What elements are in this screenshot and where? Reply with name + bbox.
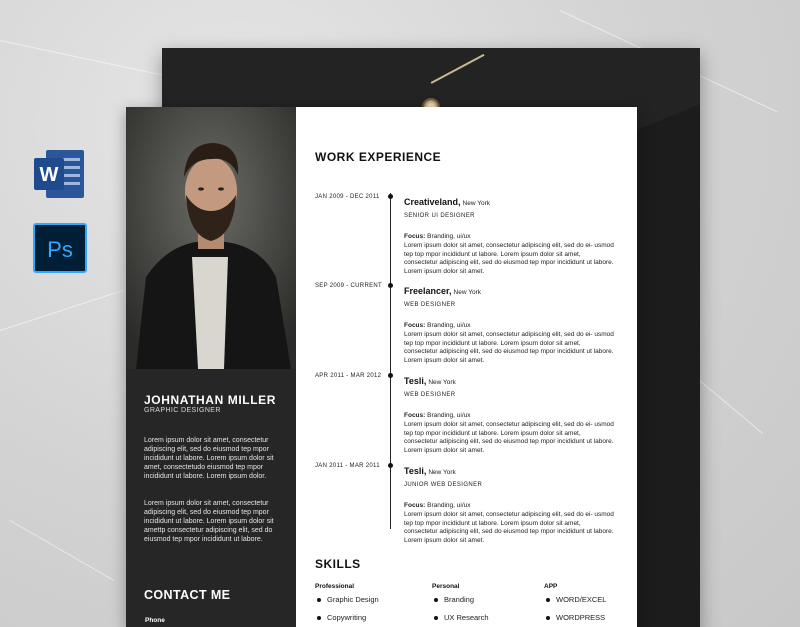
focus-label: Focus: [404, 233, 426, 240]
job-date: APR 2011 - MAR 2012 [315, 373, 382, 379]
job-entry [404, 461, 614, 545]
job-date: JAN 2009 - DEC 2011 [315, 194, 380, 200]
phone-label: Phone [145, 617, 165, 624]
contact-heading: CONTACT ME [144, 588, 231, 602]
job-company: Creativeland, [404, 197, 461, 207]
focus-label: Focus: [404, 322, 426, 329]
job-company: Tesli, [404, 466, 427, 476]
job-focus: Branding, ui/ux [427, 233, 471, 240]
focus-label: Focus: [404, 412, 426, 419]
timeline-dot [388, 373, 393, 378]
skill-item: UX Research [432, 610, 489, 626]
timeline-dot [388, 194, 393, 199]
focus-label: Focus: [404, 502, 426, 509]
job-date: JAN 2011 - MAR 2011 [315, 463, 380, 469]
marble-vein [0, 290, 124, 331]
job-date: SEP 2009 - CURRENT [315, 283, 382, 289]
job-location: New York [428, 469, 456, 476]
resume-sidebar [126, 107, 296, 627]
job-location: New York [453, 289, 481, 296]
job-entry [404, 192, 614, 276]
job-focus: Branding, ui/ux [427, 322, 471, 329]
marble-vein [10, 520, 114, 581]
resume-page [126, 107, 637, 627]
timeline-dot [388, 463, 393, 468]
job-position: JUNIOR WEB DESIGNER [404, 482, 483, 488]
profile-photo [126, 107, 296, 369]
job-position: WEB DESIGNER [404, 302, 456, 308]
job-description: Lorem ipsum dolor sit amet, consectetur adipiscing elit, sed do ei- usmod tep top mpor incididunt ut labore. Lorem ipsum dolor sit amet, consectetur adipiscing elit, sed do eiusmod tep mpor incididunt ut labore. Lorem ipsum dolor sit amet. [404, 511, 614, 544]
timeline-dot [388, 283, 393, 288]
job-company: Tesli, [404, 376, 427, 386]
svg-text:Ps: Ps [47, 237, 73, 262]
job-location: New York [428, 379, 456, 386]
skill-item: WORDPRESS [544, 610, 606, 626]
job-company: Freelancer, [404, 286, 452, 296]
job-description: Lorem ipsum dolor sit amet, consectetur adipiscing elit, sed do ei- usmod tep top mpor incididunt ut labore. Lorem ipsum dolor sit amet, consectetur adipiscing elit, sed do eiusmod tep mpor incididunt ut labore. Lorem ipsum dolor sit amet. [404, 421, 614, 454]
job-position: WEB DESIGNER [404, 392, 456, 398]
skill-item: Copywriting [315, 610, 379, 626]
job-description: Lorem ipsum dolor sit amet, consectetur adipiscing elit, sed do ei- usmod tep top mpor incididunt ut labore. Lorem ipsum dolor sit amet, consectetur adipiscing elit, sed do eiusmod tep mpor incididunt ut labore. Lorem ipsum dolor sit amet. [404, 331, 614, 364]
candidate-role: GRAPHIC DESIGNER [144, 407, 221, 414]
bio-paragraph: Lorem ipsum dolor sit amet, consectetur adipiscing elit, sed do eiusmod tep mpor incididunt ut labore. Lorem ipsum dolor sit amet, consectetudo eiusmod tep mpor incididunt ut labore. Lorem ipsum dolor. [144, 437, 274, 480]
skill-group [315, 583, 379, 626]
job-focus: Branding, ui/ux [427, 502, 471, 509]
skill-group [544, 583, 606, 626]
svg-text:W: W [39, 164, 59, 186]
skill-group-heading: Personal [432, 583, 460, 590]
skill-item: Graphic Design [315, 592, 379, 608]
bio-paragraph: Lorem ipsum dolor sit amet, consectetur adipiscing elit, sed do eiusmod tep mpor incididunt ut labore. Lorem ipsum dolor sit amettp consectetur adipiscing elit, sed do eiusmod tep mpor incididunt ut labore. [144, 500, 274, 543]
skills-heading: SKILLS [315, 557, 361, 571]
photoshop-icon [32, 222, 88, 274]
job-focus: Branding, ui/ux [427, 412, 471, 419]
skill-group-heading: Professional [315, 583, 355, 590]
word-icon [32, 148, 88, 200]
skill-item: WORD/EXCEL [544, 592, 606, 608]
candidate-name: JOHNATHAN MILLER [144, 393, 277, 407]
timeline-line [390, 193, 391, 529]
skill-item: Branding [432, 592, 489, 608]
skill-group-heading: APP [544, 583, 558, 590]
job-entry [404, 281, 614, 365]
job-location: New York [462, 200, 490, 207]
job-entry [404, 371, 614, 455]
job-position: SENIOR UI DESIGNER [404, 213, 475, 219]
work-experience-heading: WORK EXPERIENCE [315, 150, 442, 164]
skill-group [432, 583, 489, 626]
job-description: Lorem ipsum dolor sit amet, consectetur adipiscing elit, sed do ei- usmod tep top mpor incididunt ut labore. Lorem ipsum dolor sit amet, consectetur adipiscing elit, sed do eiusmod tep mpor incididunt ut labore. Lorem ipsum dolor sit amet. [404, 242, 614, 275]
